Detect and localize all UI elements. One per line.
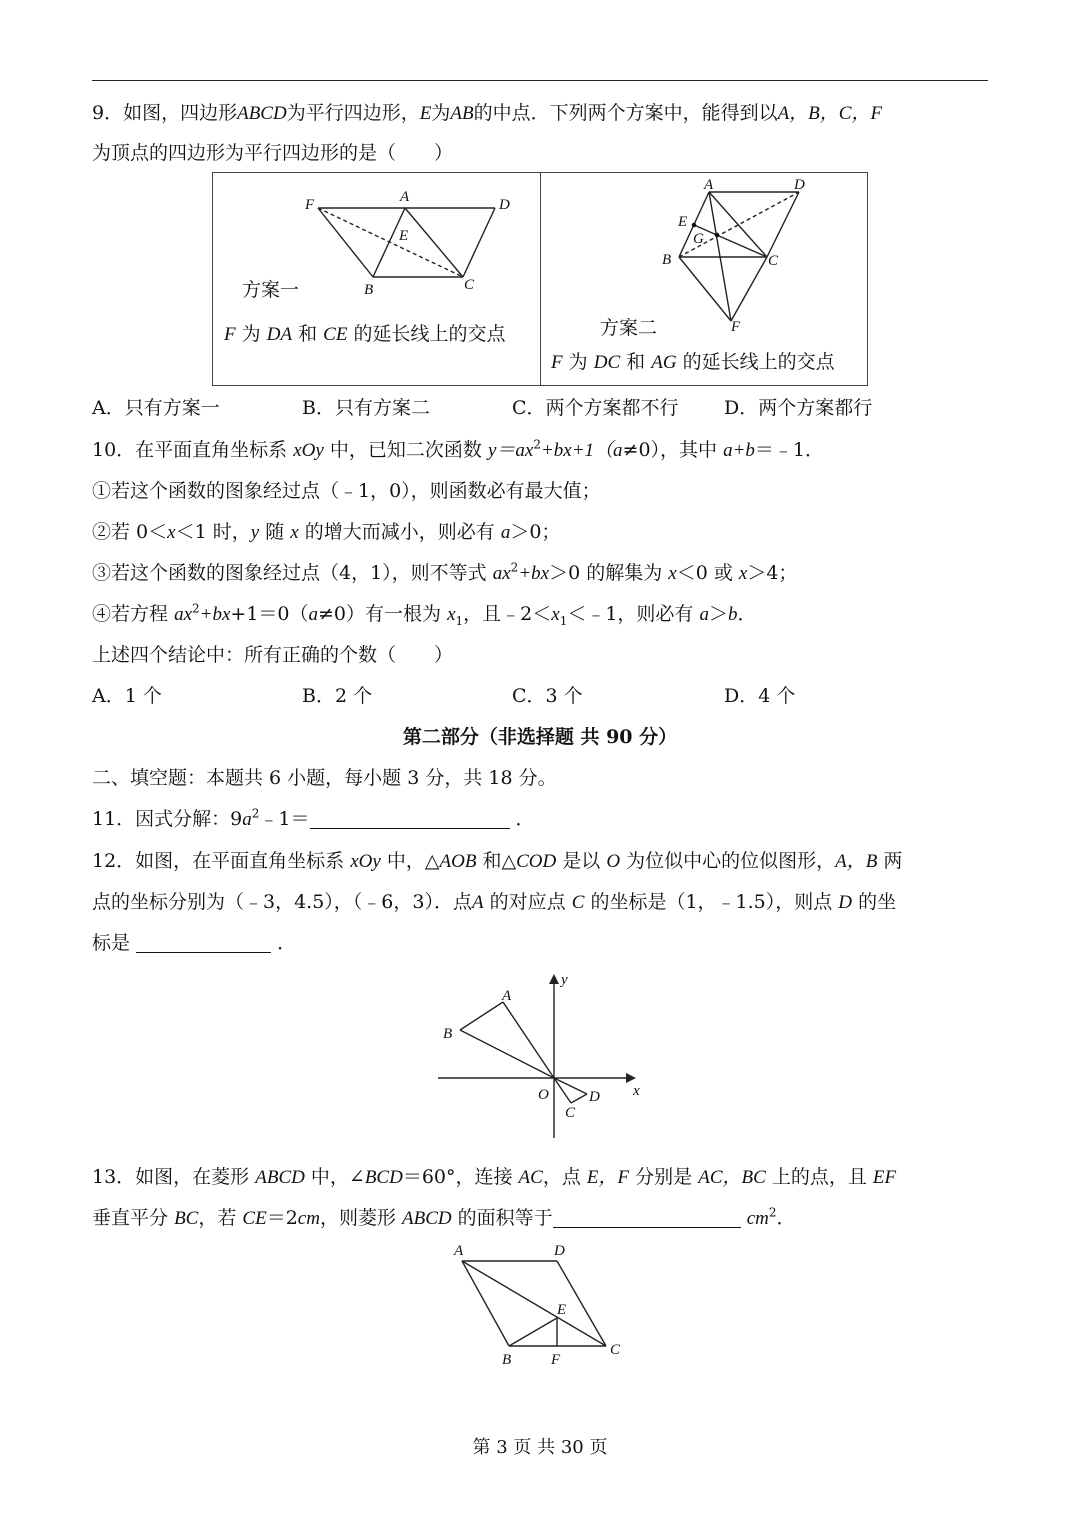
q13-unit: cm — [746, 1208, 769, 1229]
q10-text: ④若方程 — [92, 603, 169, 625]
q9-option-a: A．只有方案一 — [92, 397, 220, 419]
q12-coordinate-diagram — [430, 968, 650, 1143]
seg-ac — [709, 192, 767, 257]
q13-line-2 — [92, 1205, 796, 1232]
label-e: E — [557, 1302, 567, 1318]
q13-text: ，若 — [198, 1207, 237, 1229]
seg-bo — [460, 1030, 554, 1078]
q13-sup: 2 — [768, 1205, 777, 1220]
q13-rhombus-diagram — [445, 1235, 635, 1370]
q9-ab: AB — [450, 103, 474, 124]
label-b: B — [662, 252, 672, 268]
q12-a: A — [471, 892, 484, 913]
q12-text: 的坐 — [858, 891, 897, 913]
q10-x: x — [290, 522, 299, 543]
q10-x1: x — [447, 604, 456, 625]
label-c: C — [610, 1342, 621, 1358]
q12-d: D — [838, 892, 853, 913]
q10-x1: x — [551, 604, 560, 625]
q10-text: 10．在平面直角坐标系 — [92, 439, 288, 461]
q9-plan2-text: 的延长线上的交点 — [682, 351, 835, 373]
q13-text: ． — [776, 1207, 796, 1229]
q9-text: 9．如图，四边形 — [92, 102, 238, 124]
q9-plan2-f: F — [551, 352, 563, 373]
x-axis-arrow — [626, 1073, 636, 1083]
label-c: C — [464, 277, 475, 293]
label-f: F — [551, 1352, 561, 1368]
seg-ac — [405, 208, 463, 277]
q9-plan2-text: 和 — [626, 351, 646, 373]
q9-line-1 — [92, 100, 882, 127]
q10-x: x — [167, 522, 176, 543]
q12-line-1 — [92, 848, 902, 875]
part2-heading: 第二部分（非选择题 共 90 分） — [402, 726, 678, 748]
q13-text: 垂直平分 — [92, 1207, 169, 1229]
label-f: F — [731, 319, 741, 335]
q9-plan1-text: 和 — [298, 323, 318, 345]
q13-line-1 — [92, 1164, 896, 1191]
q13-text: ＝60°，连接 — [402, 1166, 513, 1188]
label-y: y — [561, 972, 568, 988]
q9-option-b: B．只有方案二 — [302, 397, 430, 419]
label-x: x — [633, 1083, 640, 1099]
q10-text: 的增大而减小，则必有 — [304, 521, 495, 543]
q10-sub: 1 — [455, 613, 464, 628]
q9-text: 为 — [431, 102, 451, 124]
q12-xoy: xOy — [350, 851, 381, 872]
q11-a: a — [242, 809, 252, 830]
label-e: E — [678, 214, 688, 230]
q9-text: 为平行四边形， — [286, 102, 420, 124]
q11-text: 11．因式分解：9 — [92, 808, 243, 830]
q10-text: 随 — [265, 521, 285, 543]
q11-answer-blank — [310, 808, 510, 829]
label-b: B — [502, 1352, 512, 1368]
q12-text: 12．如图，在平面直角坐标系 — [92, 850, 345, 872]
q10-sup: 2 — [192, 601, 200, 616]
seg-bd-dashed — [679, 192, 799, 257]
label-a: A — [400, 189, 410, 205]
q10-text: ＞4； — [747, 562, 798, 584]
q9-plan1-text: 为 — [241, 323, 261, 345]
label-d: D — [554, 1243, 565, 1259]
q10-a: a — [699, 604, 709, 625]
q9-plan2-text: 为 — [568, 351, 588, 373]
seg-bf — [679, 257, 731, 321]
q9-points: A，B，C，F — [777, 103, 883, 124]
seg-ac — [462, 1261, 606, 1346]
q12-text: 和△ — [482, 850, 517, 872]
q11-text: ﹣1＝ — [259, 808, 310, 830]
q10-statement-1: ①若这个函数的图象经过点（﹣1，0），则函数必有最大值； — [92, 480, 601, 502]
q10-sup: 2 — [533, 437, 541, 452]
label-c: C — [768, 253, 779, 269]
q10-text: ． — [737, 603, 757, 625]
q10-text: 中，已知二次函数 — [329, 439, 482, 461]
q13-ef-points: E，F — [586, 1167, 630, 1188]
q9-abcd: ABCD — [237, 103, 287, 124]
q10-text: ②若 0＜ — [92, 521, 168, 543]
q13-cm: cm — [297, 1208, 320, 1229]
q10-x: x — [668, 563, 677, 584]
q13-ef: EF — [872, 1167, 897, 1188]
q13-bc: BC — [174, 1208, 199, 1229]
q10-ax: ax — [174, 604, 192, 625]
q10-statement-3 — [92, 560, 797, 587]
seg-ao — [503, 1002, 554, 1078]
label-e: E — [399, 228, 409, 244]
point-e — [692, 223, 697, 228]
part2-section: 二、填空题：本题共 6 小题，每小题 3 分，共 18 分。 — [92, 767, 557, 789]
label-g: G — [693, 231, 704, 247]
q10-option-c: C．3 个 — [512, 685, 583, 707]
q9-plan2-ag: AG — [651, 352, 677, 373]
seg-be — [509, 1318, 557, 1346]
seg-dc — [463, 208, 495, 277]
q10-text: ＜﹣1，则必有 — [567, 603, 694, 625]
q12-ab: A，B — [835, 851, 878, 872]
q13-text: 分别是 — [635, 1166, 693, 1188]
q13-text: 中，∠ — [310, 1166, 365, 1188]
label-a: A — [454, 1243, 464, 1259]
q10-a: a — [308, 604, 319, 625]
q10-bx: +bx — [199, 604, 231, 625]
label-d: D — [794, 177, 805, 193]
point-g — [715, 233, 720, 238]
q10-text: ，且﹣2＜ — [463, 603, 552, 625]
seg-fb — [318, 208, 373, 277]
label-c: C — [565, 1105, 576, 1121]
y-axis-arrow — [549, 974, 559, 984]
q10-text: ③若这个函数的图象经过点（4，1），则不等式 — [92, 562, 487, 584]
seg-ba — [462, 1261, 509, 1346]
q10-b: b — [727, 604, 738, 625]
q12-cod: COD — [516, 851, 557, 872]
q12-o: O — [606, 851, 621, 872]
q10-text: ＜0 或 — [676, 562, 733, 584]
q13-ce: CE — [242, 1208, 267, 1229]
q10-text: ≠0）有一根为 — [318, 603, 442, 625]
q12-text: 是以 — [562, 850, 601, 872]
q10-text: ＞ — [708, 603, 728, 625]
q12-answer-blank — [136, 932, 271, 953]
q10-bx: +bx — [518, 563, 550, 584]
q10-ax: ax — [492, 563, 511, 584]
q9-plan2-diagram — [541, 173, 865, 341]
q11-sup: 2 — [251, 806, 260, 821]
q13-bcd: BCD — [364, 1167, 403, 1188]
q10-a: a — [613, 440, 623, 461]
q10-text: +1＝0（ — [230, 603, 309, 625]
q10-x: x — [738, 563, 748, 584]
q9-option-c: C．两个方案都不行 — [512, 397, 679, 419]
q10-text: ≠0），其中 — [622, 439, 718, 461]
q10-func: y＝ax — [487, 440, 534, 461]
q13-text: ＝2 — [266, 1207, 298, 1229]
page-footer: 第 3 页 共 30 页 — [472, 1437, 608, 1458]
q12-line-2 — [92, 889, 896, 916]
label-d: D — [499, 197, 510, 213]
q9-line-2: 为顶点的四边形为平行四边形的是（ ） — [92, 142, 454, 164]
q9-plan1-da: DA — [266, 324, 293, 345]
q9-plan1-text: 的延长线上的交点 — [353, 323, 506, 345]
q13-text: ，点 — [542, 1166, 581, 1188]
q10-xoy: xOy — [293, 440, 324, 461]
q12-text: 为位似中心的位似图形， — [626, 850, 836, 872]
q12-c: C — [571, 892, 585, 913]
q10-ab: a+b — [723, 440, 755, 461]
q13-acbc: AC，BC — [698, 1167, 766, 1188]
seg-ab — [460, 1002, 503, 1030]
seg-cf — [731, 257, 767, 321]
label-f: F — [305, 197, 315, 213]
q12-text: 标是 — [92, 932, 131, 954]
q10-text: ＞0； — [510, 521, 561, 543]
q9-plan1-desc — [224, 322, 506, 347]
q11-line — [92, 806, 535, 833]
q10-text: ＞0 的解集为 — [549, 562, 663, 584]
q9-plan2-title: 方案二 — [600, 317, 658, 339]
q10-option-b: B．2 个 — [302, 685, 373, 707]
q10-y: y — [250, 522, 260, 543]
q9-plan1-f: F — [224, 324, 236, 345]
label-a: A — [704, 177, 714, 193]
q9-e: E — [419, 103, 432, 124]
q10-option-a: A．1 个 — [92, 685, 162, 707]
seg-cd — [571, 1094, 587, 1103]
label-b: B — [364, 282, 374, 298]
q12-line-3 — [92, 930, 296, 956]
q13-text: 13．如图，在菱形 — [92, 1166, 250, 1188]
q12-text: 点的坐标分别为（﹣3，4.5），（﹣6，3）．点 — [92, 891, 472, 913]
q10-sup: 2 — [510, 560, 519, 575]
q10-sub: 1 — [559, 613, 568, 628]
q13-abcd: ABCD — [255, 1167, 305, 1188]
q10-option-d: D．4 个 — [724, 685, 796, 707]
seg-dc — [767, 192, 799, 257]
q11-text: ． — [515, 808, 535, 830]
q12-aob: AOB — [439, 851, 477, 872]
label-b: B — [443, 1026, 453, 1042]
q12-text: 的坐标是（1，﹣1.5），则点 — [590, 891, 833, 913]
q9-plan1-title: 方案一 — [242, 279, 300, 301]
q9-text: 的中点．下列两个方案中，能得到以 — [473, 102, 778, 124]
label-d: D — [589, 1089, 600, 1105]
q13-text: 的面积等于 — [457, 1207, 553, 1229]
label-a: A — [502, 988, 512, 1004]
q12-text: 的对应点 — [489, 891, 566, 913]
q13-abcd: ABCD — [402, 1208, 452, 1229]
q13-text: 上的点，且 — [771, 1166, 867, 1188]
q10-statement-2 — [92, 519, 560, 546]
label-o: O — [538, 1087, 549, 1103]
q10-text: ＝﹣1． — [754, 439, 825, 461]
q12-text: ． — [277, 932, 297, 954]
q12-text: 中，△ — [386, 850, 440, 872]
q10-func2: +bx+1（ — [540, 440, 614, 461]
q10-line-1 — [92, 437, 824, 464]
q10-text: ＜1 时， — [175, 521, 251, 543]
q13-ac: AC — [518, 1167, 543, 1188]
top-rule — [92, 80, 988, 81]
seg-fc-dashed — [318, 208, 463, 277]
q9-plan2-desc — [551, 350, 835, 375]
q10-a: a — [500, 522, 511, 543]
q13-text: ，则菱形 — [319, 1207, 396, 1229]
q9-plan2-dc: DC — [593, 352, 621, 373]
q13-answer-blank — [553, 1207, 741, 1228]
q9-plan1-ce: CE — [323, 324, 348, 345]
q10-summary: 上述四个结论中：所有正确的个数（ ） — [92, 644, 454, 666]
q12-text: 两 — [883, 850, 903, 872]
q10-statement-4 — [92, 601, 757, 628]
q9-option-d: D．两个方案都行 — [724, 397, 873, 419]
